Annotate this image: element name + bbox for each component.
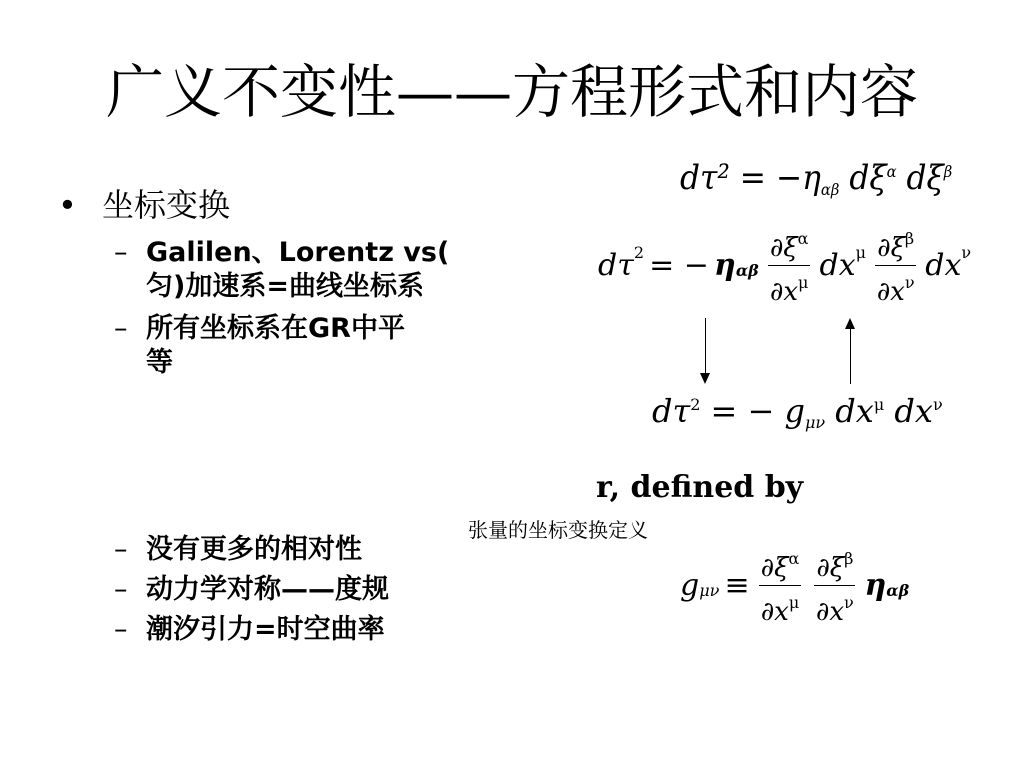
bullet-main-text: 坐标变换 [102, 186, 231, 224]
sub-bullet-1-line1: Galilen、Lorentz vs( [146, 237, 450, 268]
equation-2: $d\tau^2$ = − $\eta_{\alpha\beta}$ $\frac{\partial\xi^\alpha}{\partial x^\mu}$ $dx^\mu$ $\frac{\partial\xi^\beta}{\partial x^\nu}$ $dx^\nu$ [598, 222, 971, 309]
sub-bullet-dash: – [114, 313, 128, 344]
arrow-up-icon [850, 320, 851, 384]
equation-3: $d\tau^2$ = − $g_{\mu\nu}$ $dx^\mu$ $dx^\nu$ [652, 392, 943, 432]
sub-bullet-dash: – [114, 574, 128, 605]
arrow-down-icon [705, 318, 706, 382]
bullet-dot: • [58, 186, 77, 224]
sub-bullet-5-text: 潮汐引力=时空曲率 [146, 614, 385, 645]
slide-title: 广义不变性——方程形式和内容 [105, 58, 918, 126]
sub-bullet-4 [58, 573, 498, 607]
sub-bullet-2 [58, 312, 498, 380]
fraction-dxi-alpha-2: $\frac{\partial\xi^\alpha}{\partial x^\mu}$ [759, 542, 802, 629]
equation-4: $g_{\mu\nu}$ ≡ $\frac{\partial\xi^\alpha}{\partial x^\mu}$ $\frac{\partial\xi^\beta}{\partial x^\nu}$ $\eta_{\alpha\beta}$ [680, 542, 909, 629]
defined-by-snippet: r, defined by [596, 470, 804, 505]
bullet-main [58, 182, 498, 228]
fraction-dxi-beta-2: $\frac{\partial\xi^\beta}{\partial x^\nu}$ [814, 542, 855, 629]
sub-bullet-4-text: 动力学对称——度规 [146, 574, 389, 605]
sub-bullet-2-line2: 等 [146, 347, 173, 378]
sub-bullet-dash: – [114, 237, 128, 268]
sub-bullet-dash: – [114, 534, 128, 565]
sub-bullet-1-line2: 匀)加速系=曲线坐标系 [146, 271, 424, 302]
bullet-list-top [58, 182, 498, 380]
sub-bullet-3-text: 没有更多的相对性 [146, 534, 362, 565]
sub-bullet-1 [58, 236, 498, 304]
sub-bullet-3 [58, 533, 498, 567]
fraction-dxi-alpha: $\frac{\partial\xi^\alpha}{\partial x^\mu}$ [768, 222, 811, 309]
sub-bullet-dash: – [114, 614, 128, 645]
bullet-list-bottom [58, 533, 498, 653]
sub-bullet-2-line1: 所有坐标系在GR中平 [146, 313, 405, 344]
sub-bullet-5 [58, 613, 498, 647]
tensor-caption: 张量的坐标变换定义 [468, 518, 648, 542]
equation-1: $d\tau^2 = -\eta_{\alpha\beta}$ $d\xi^\alpha$ $d\xi^\beta$ [680, 158, 953, 199]
fraction-dxi-beta: $\frac{\partial\xi^\beta}{\partial x^\nu}$ [875, 222, 916, 309]
